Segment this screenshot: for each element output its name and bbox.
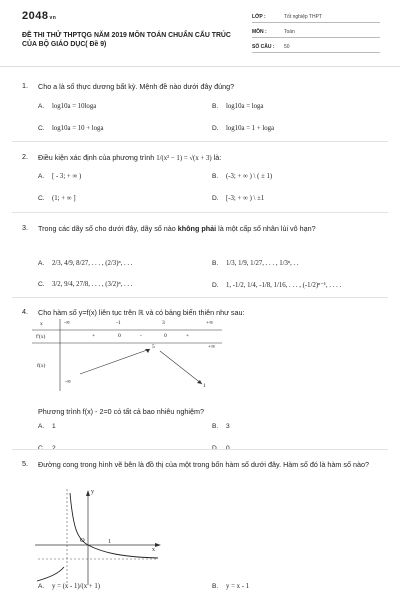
option-a[interactable]: A. log10a = 10loga bbox=[38, 103, 97, 110]
site-logo[interactable]: 2048vn bbox=[22, 10, 57, 22]
meta-row-count: SỐ CÂU : 50 bbox=[252, 42, 380, 53]
variation-table: x f'(x) f(x) -∞ -1 3 +∞ + 0 - 0 + -∞ 5 1 +∞ bbox=[32, 319, 222, 389]
option-b[interactable]: B. (-3; + ∞ ) \ ( ± 1) bbox=[212, 173, 273, 180]
divider bbox=[12, 212, 388, 213]
option-a[interactable]: A. [ - 3; + ∞ ) bbox=[38, 173, 82, 180]
option-b[interactable]: B. log10a = loga bbox=[212, 103, 264, 110]
option-b[interactable]: B. y = x - 1 bbox=[212, 583, 250, 590]
divider bbox=[12, 141, 388, 142]
header-divider bbox=[0, 66, 400, 67]
option-a[interactable]: A. y = (x - 1)/(x + 1) bbox=[38, 583, 101, 590]
option-c[interactable]: C. (1; + ∞ ] bbox=[38, 195, 76, 202]
option-a[interactable]: A. 1 bbox=[38, 423, 56, 430]
question-text: Cho hàm số y=f(x) liên tục trên ℝ và có bảng biến thiên như sau: bbox=[38, 308, 245, 317]
divider bbox=[12, 449, 388, 450]
option-b[interactable]: B. 3 bbox=[212, 423, 230, 430]
exam-header bbox=[0, 0, 400, 66]
variation-table-grid bbox=[32, 319, 222, 391]
option-c[interactable]: C. log10a = 10 + loga bbox=[38, 125, 104, 132]
question-text: Trong các dãy số cho dưới đây, dãy số nào không phải là một cấp số nhân lùi vô hạn? bbox=[38, 224, 316, 233]
meta-row-subject: MÔN : Toán bbox=[252, 27, 380, 38]
exam-page: 2048vn ĐỀ THI THỬ THPTQG NĂM 2019 MÔN TOÁN CHUẨN CẤU TRÚC CỦA BỘ GIÁO DỤC( Đề 9) LỚP : Tốt nghiệp THPT MÔN : Toán SỐ CÂU : 50 1. Cho a là số thực dương bất kỳ. Mệnh đề nào dưới đây đúng? A. log10a = 10loga B. log10a = loga C. log10a = 10 + loga D. log10a = 1 + loga 2. Điều kiện xác định của phương trình 1/(x² − 1) = √(x + 3) là: A. [ - 3; + ∞ ) B. (-3; + ∞ ) \ ( ± 1) C. (1; + ∞ ] D. [-3; + ∞ ) \ ±1 3. Trong các dãy số cho dưới đây, dãy số nào không phải là một cấp số nhân lùi vô hạn? A. 2/3, 4/9, 8/27, . . . , (2/3)ⁿ, . . . B. 1/3, 1/9, 1/27, . . . , 1/3ⁿ, . . C. 3/2, 9/4, 27/8, . . . , (3/2)ⁿ, . . . D. 1, -1/2, 1/4, -1/8, 1/16, . . . , (-1/2)ⁿ⁻¹, . . . . 4. Cho hàm số y=f(x) liên tục trên ℝ và có bảng biến thiên như sau: x f'(x) f(x) -∞ -1 3 +∞ + 0 - 0 + -∞ 5 1 +∞ Phương trình f(x) - 2=0 có tất cả bao nhiêu nghiệm? A. 1 B. 3 5. Đường cong trong hình vẽ bên là đồ thị của một trong bốn hàm số dưới đây. Hàm số đó là hàm số nào? y x O 1 A. y = (x - 1)/(x + 1) B. y = x - 1 bbox=[0, 0, 400, 600]
option-d[interactable]: D. [-3; + ∞ ) \ ±1 bbox=[212, 195, 265, 202]
meta-row-class: LỚP : Tốt nghiệp THPT bbox=[252, 12, 380, 23]
option-c[interactable]: C. 3/2, 9/4, 27/8, . . . , (3/2)ⁿ, . . . bbox=[38, 281, 133, 288]
function-graph-svg bbox=[33, 487, 183, 587]
exam-title: ĐỀ THI THỬ THPTQG NĂM 2019 MÔN TOÁN CHUẨN CẤU TRÚC CỦA BỘ GIÁO DỤC( Đề 9) bbox=[22, 32, 231, 48]
function-graph: y x O 1 bbox=[33, 487, 183, 589]
question-text: Điều kiện xác định của phương trình 1/(x² − 1) = √(x + 3) là: bbox=[38, 153, 222, 162]
exam-meta bbox=[252, 12, 380, 57]
divider bbox=[12, 297, 388, 298]
option-a[interactable]: A. 2/3, 4/9, 8/27, . . . , (2/3)ⁿ, . . . bbox=[38, 260, 133, 267]
option-b[interactable]: B. 1/3, 1/9, 1/27, . . . , 1/3ⁿ, . . bbox=[212, 260, 299, 267]
option-d[interactable]: D. log10a = 1 + loga bbox=[212, 125, 275, 132]
question-subtext: Phương trình f(x) - 2=0 có tất cả bao nhiêu nghiệm? bbox=[38, 407, 204, 416]
option-d[interactable]: D. 1, -1/2, 1/4, -1/8, 1/16, . . . , (-1/2)ⁿ⁻¹, . . . . bbox=[212, 282, 342, 289]
question-text: Đường cong trong hình vẽ bên là đồ thị của một trong bốn hàm số dưới đây. Hàm số đó là hàm số nào? bbox=[38, 460, 369, 469]
question-text: Cho a là số thực dương bất kỳ. Mệnh đề nào dưới đây đúng? bbox=[38, 82, 235, 91]
